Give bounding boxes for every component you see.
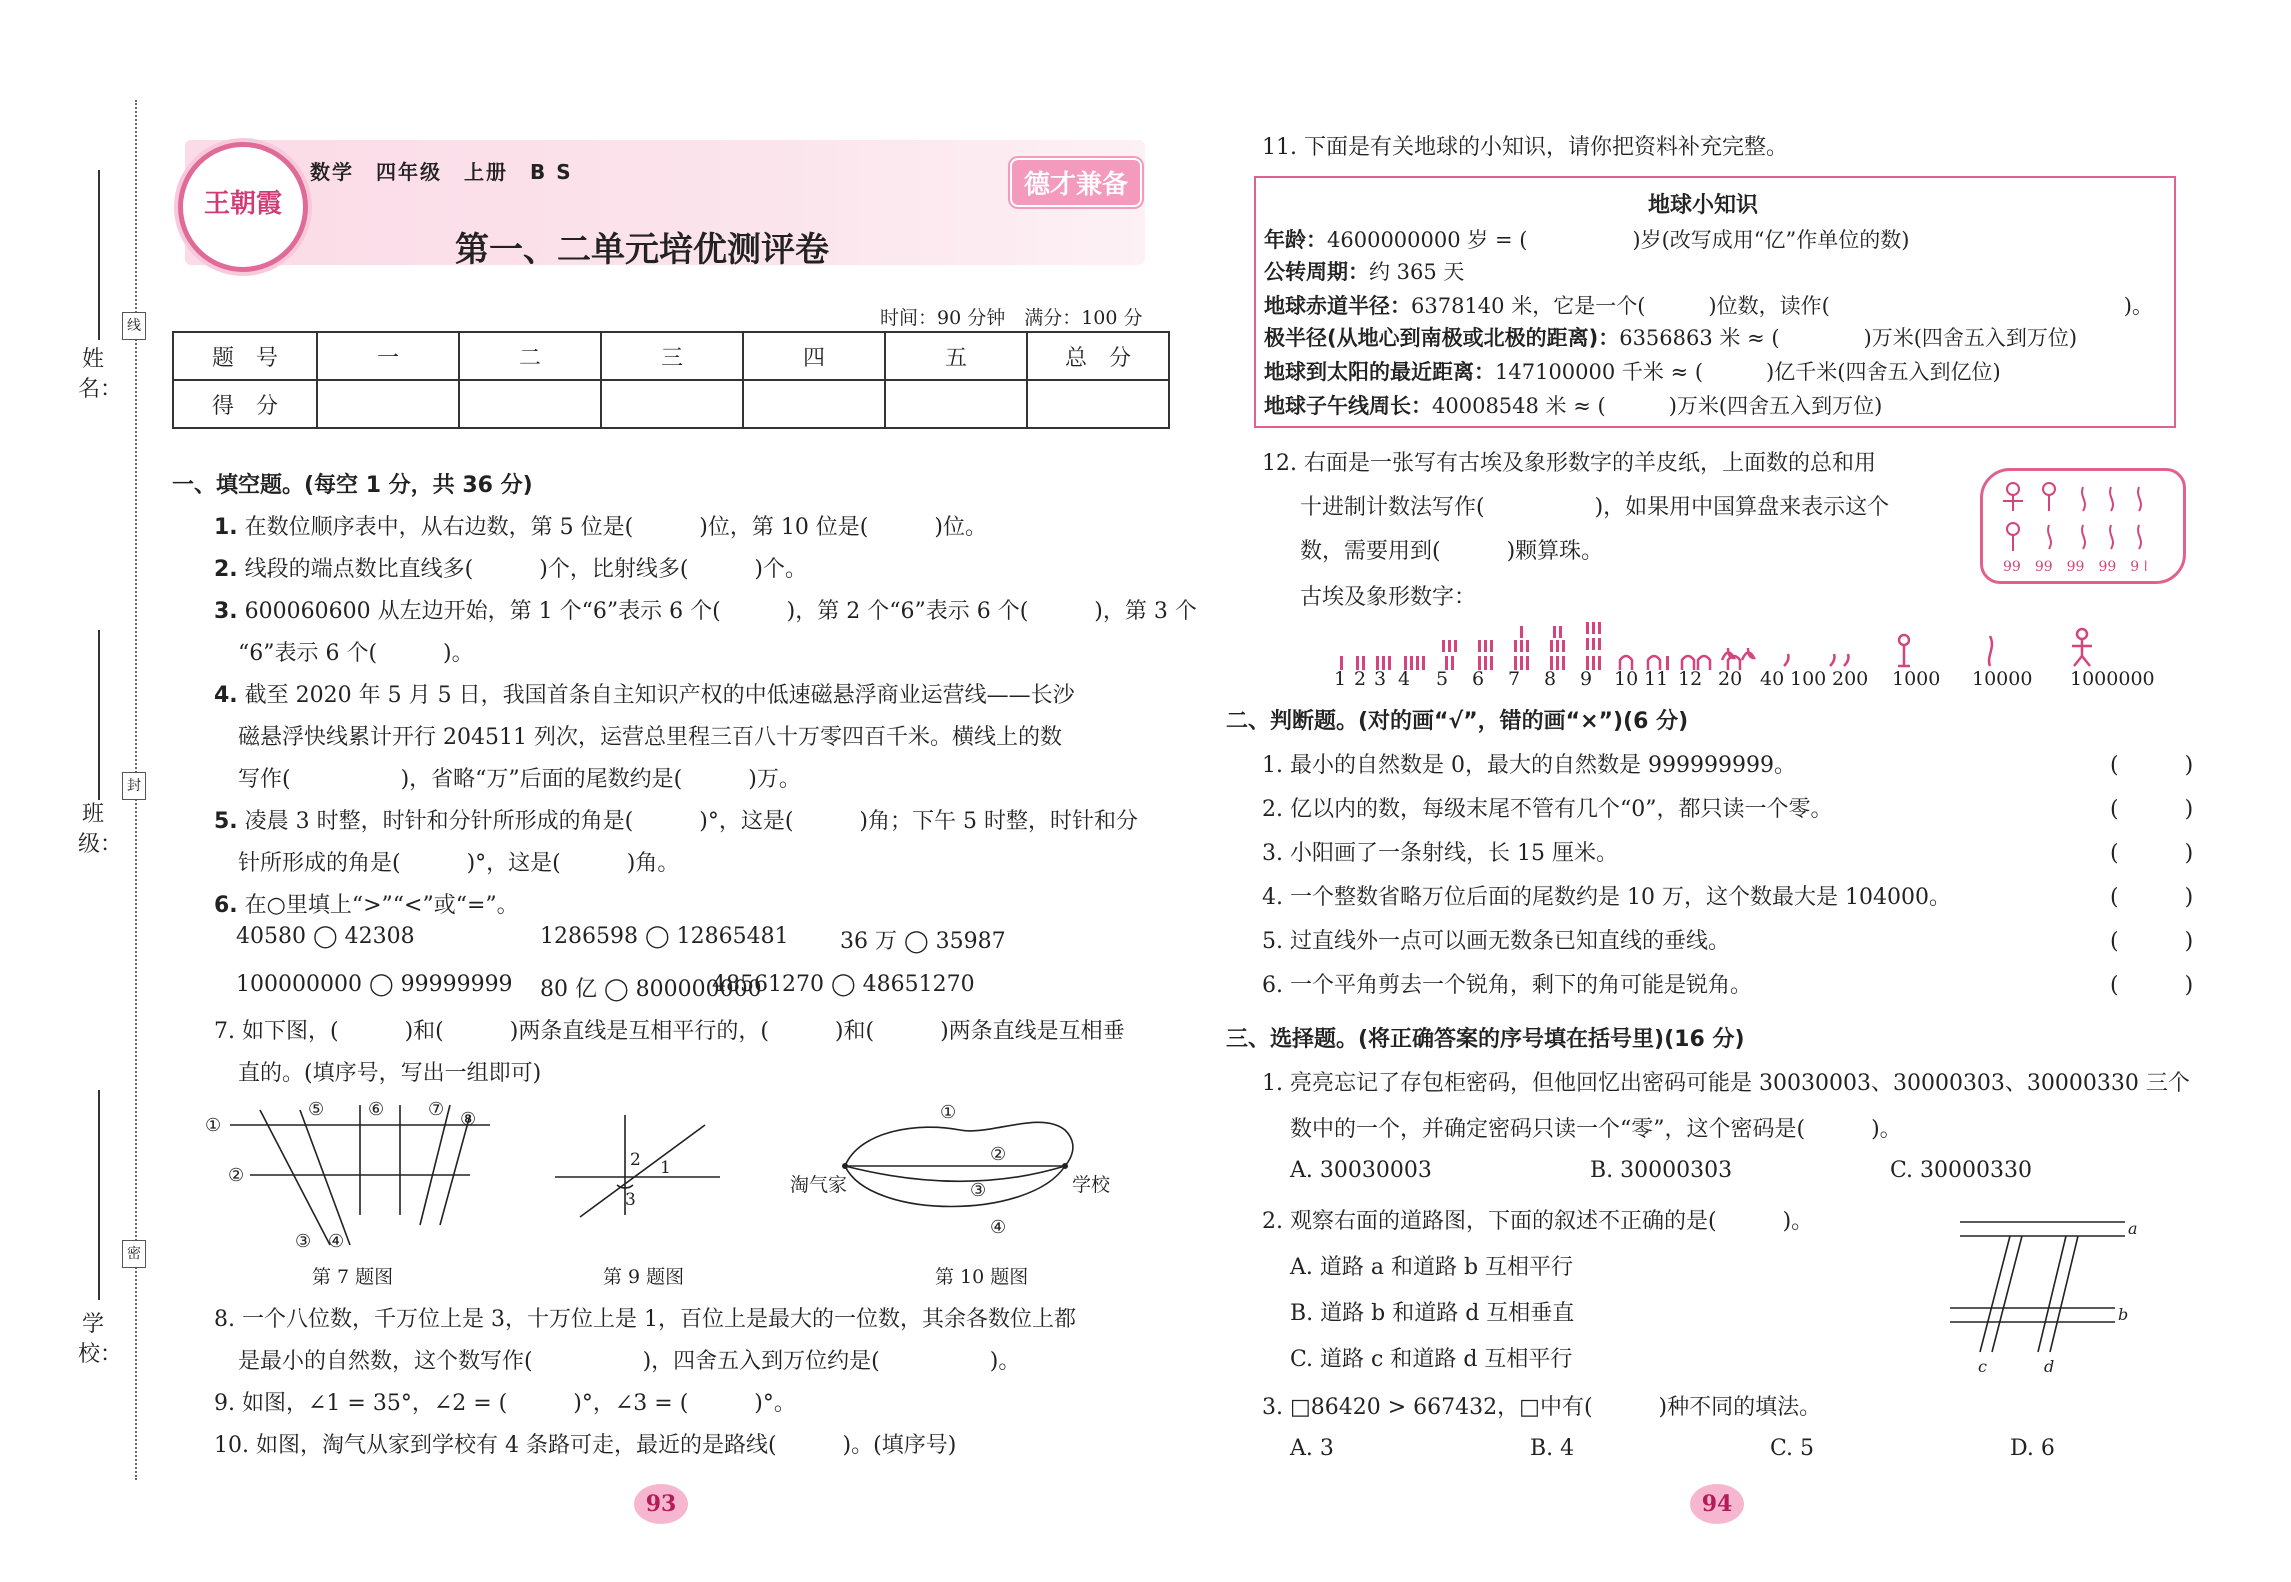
svg-text:⑤: ⑤ xyxy=(308,1099,325,1120)
choice-2: 2. 观察右面的道路图，下面的叙述不正确的是( )。 xyxy=(1262,1209,1814,1234)
fill-question-line xyxy=(214,804,1138,835)
page-number-left: 93 xyxy=(634,1484,688,1524)
score-cell[interactable] xyxy=(885,380,1027,428)
score-cell[interactable] xyxy=(317,380,459,428)
question-12-cont2: 数，需要用到( )颗算珠。 xyxy=(1300,539,1604,564)
seal-secret: 密 xyxy=(122,1240,146,1268)
road-diagram xyxy=(1940,1212,2140,1382)
egyptian-value: 20 xyxy=(1718,668,1743,690)
svg-text:99 99 99 99 9 ǀ: 99 99 99 99 9 ǀ xyxy=(2003,559,2148,575)
fill-question-line xyxy=(238,846,679,877)
earth-fact-key: 年龄： xyxy=(1264,228,1327,252)
question-7: 7. 如下图，( )和( )两条直线是互相平行的，( )和( )两条直线是互相垂 xyxy=(214,1019,1125,1044)
badge: 德才兼备 xyxy=(1010,158,1142,207)
earth-fact-value: 40008548 米 ≈ ( )万米(四舍五入到万位) xyxy=(1432,394,1883,418)
earth-fact-key: 地球到太阳的最近距离： xyxy=(1264,360,1495,384)
svg-text:c: c xyxy=(1978,1357,1987,1376)
home-label: 淘气家 xyxy=(790,1174,848,1196)
seal-line: 线 xyxy=(122,312,146,340)
choice-1-cont: 数中的一个，并确定密码只读一个“零”，这个密码是( )。 xyxy=(1290,1117,1902,1142)
judge-question: 2. 亿以内的数，每级末尾不管有几个“0”，都只读一个零。 xyxy=(1262,797,1833,822)
score-head: 二 xyxy=(459,332,601,380)
school-underline[interactable] xyxy=(98,1090,100,1300)
name-underline[interactable] xyxy=(98,170,100,340)
svg-text:3: 3 xyxy=(625,1190,636,1210)
question-11: 11. 下面是有关地球的小知识，请你把资料补充完整。 xyxy=(1262,135,1788,160)
egyptian-value: 10 xyxy=(1614,668,1639,690)
earth-fact-value: 6378140 米，它是一个( )位数，读作( )。 xyxy=(1411,294,2153,318)
score-head: 题 号 xyxy=(173,332,317,380)
question-8: 8. 一个八位数，千万位上是 3，十万位上是 1，百位上是最大的一位数，其余各数位上都 xyxy=(214,1307,1076,1332)
fill-question-line xyxy=(238,636,474,667)
earth-fact-key: 极半径(从地心到南极或北极的距离)： xyxy=(1264,326,1620,350)
question-10: 10. 如图，淘气从家到学校有 4 条路可走，最近的是路线( )。(填序号) xyxy=(214,1433,957,1458)
question-number: 6. xyxy=(214,893,238,918)
choice-2-option-a[interactable]: A. 道路 a 和道路 b 互相平行 xyxy=(1290,1255,1574,1280)
egyptian-values xyxy=(1330,668,2155,692)
section-choice: 三、选择题。(将正确答案的序号填在括号里)(16 分) xyxy=(1226,1027,1745,1052)
choice-2-option-c[interactable]: C. 道路 c 和道路 d 互相平行 xyxy=(1290,1347,1573,1372)
egyptian-value: 1 xyxy=(1334,668,1347,690)
answer-parentheses[interactable]: ( ) xyxy=(2110,841,2194,866)
time-score: 时间：90 分钟 满分：100 分 xyxy=(880,307,1143,329)
fill-question-line xyxy=(214,552,807,583)
question-12: 12. 右面是一张写有古埃及象形数字的羊皮纸，上面数的总和用 xyxy=(1262,451,1876,476)
question-text: 磁悬浮快线累计开行 204511 列次，运营总里程三百八十万零四百千米。横线上的数 xyxy=(238,725,1062,750)
earth-fact-line xyxy=(1264,390,1882,420)
svg-text:③: ③ xyxy=(295,1231,312,1252)
egyptian-value: 9 xyxy=(1580,668,1593,690)
svg-text:1: 1 xyxy=(660,1158,671,1178)
answer-parentheses[interactable]: ( ) xyxy=(2110,929,2194,954)
earth-fact-value: 4600000000 岁 = ( )岁(改写成用“亿”作单位的数) xyxy=(1327,228,1910,252)
class-label: 班 级： xyxy=(78,802,123,857)
svg-text:d: d xyxy=(2044,1357,2055,1376)
question-7-cont: 直的。(填序号，写出一组即可) xyxy=(238,1061,542,1086)
egyptian-value: 40 xyxy=(1760,668,1785,690)
egyptian-value: 12 xyxy=(1678,668,1703,690)
figure-9 xyxy=(555,1105,725,1225)
egyptian-value: 200 xyxy=(1832,668,1869,690)
egyptian-value: 2 xyxy=(1354,668,1367,690)
svg-text:②: ② xyxy=(228,1165,245,1186)
compare-item[interactable]: 1286598 ◯ 12865481 xyxy=(540,924,789,949)
question-12-cont: 十进制计数法写作( )，如果用中国算盘来表示这个 xyxy=(1300,495,1890,520)
egyptian-value: 6 xyxy=(1472,668,1485,690)
question-9: 9. 如图，∠1 = 35°，∠2 = ( )°，∠3 = ( )°。 xyxy=(214,1391,796,1416)
question-12-label: 古埃及象形数字： xyxy=(1300,585,1477,610)
question-text: 在○里填上“>”“<”或“=”。 xyxy=(244,893,519,918)
svg-text:①: ① xyxy=(940,1102,957,1123)
question-number: 2. xyxy=(214,557,238,582)
question-text: 截至 2020 年 5 月 5 日，我国首条自主知识产权的中低速磁悬浮商业运营线——长沙 xyxy=(244,683,1075,708)
score-head: 五 xyxy=(885,332,1027,380)
egyptian-value: 4 xyxy=(1398,668,1411,690)
answer-parentheses[interactable]: ( ) xyxy=(2110,885,2194,910)
choice-3-option-c[interactable]: C. 5 xyxy=(1770,1436,1815,1461)
svg-text:②: ② xyxy=(990,1144,1007,1165)
figure-7 xyxy=(200,1095,500,1255)
score-row-label: 得 分 xyxy=(173,380,317,428)
fill-question-line xyxy=(214,888,519,919)
egyptian-value: 5 xyxy=(1436,668,1449,690)
question-text: 针所形成的角是( )°，这是( )角。 xyxy=(238,851,680,876)
judge-question: 1. 最小的自然数是 0，最大的自然数是 999999999。 xyxy=(1262,753,1796,778)
name-label: 姓 名： xyxy=(78,347,123,402)
answer-parentheses[interactable]: ( ) xyxy=(2110,797,2194,822)
earth-fact-line xyxy=(1264,290,2153,320)
earth-fact-line xyxy=(1264,356,2001,386)
seal-seal: 封 xyxy=(122,772,146,800)
egyptian-value: 10000 xyxy=(1972,668,2033,690)
earth-facts-title: 地球小知识 xyxy=(1648,193,1759,218)
score-head: 四 xyxy=(743,332,885,380)
papyrus-image xyxy=(1980,468,2186,584)
earth-fact-line xyxy=(1264,224,1909,254)
score-cell[interactable] xyxy=(459,380,601,428)
question-text: “6”表示 6 个( )。 xyxy=(238,641,474,666)
school-label: 学 校： xyxy=(78,1312,123,1367)
score-cell[interactable] xyxy=(601,380,743,428)
choice-2-option-b[interactable]: B. 道路 b 和道路 d 互相垂直 xyxy=(1290,1301,1575,1326)
choice-3-option-a[interactable]: A. 3 xyxy=(1290,1436,1334,1461)
section-judge: 二、判断题。(对的画“√”，错的画“×”)(6 分) xyxy=(1226,709,1689,734)
question-text: 写作( )，省略“万”后面的尾数约是( )万。 xyxy=(238,767,801,792)
question-number: 3. xyxy=(214,599,238,624)
answer-parentheses[interactable]: ( ) xyxy=(2110,973,2194,998)
score-head: 一 xyxy=(317,332,459,380)
earth-fact-key: 公转周期： xyxy=(1264,260,1369,284)
compare-item[interactable]: 48561270 ◯ 48651270 xyxy=(712,972,975,997)
question-number: 4. xyxy=(214,683,238,708)
choice-1-option-b[interactable]: B. 30000303 xyxy=(1590,1158,1733,1183)
compare-item[interactable]: 40580 ◯ 42308 xyxy=(236,924,415,949)
question-text: 线段的端点数比直线多( )个，比射线多( )个。 xyxy=(244,557,808,582)
question-text: 凌晨 3 时整，时针和分针所形成的角是( )°，这是( )角；下午 5 时整，时针和分 xyxy=(244,809,1138,834)
subject-line: 数学 四年级 上册 B S xyxy=(310,160,573,184)
svg-text:⑧: ⑧ xyxy=(460,1109,477,1130)
earth-fact-key: 地球赤道半径： xyxy=(1264,294,1411,318)
earth-fact-key: 地球子午线周长： xyxy=(1264,394,1432,418)
svg-text:b: b xyxy=(2118,1305,2129,1324)
svg-text:④: ④ xyxy=(328,1231,345,1252)
earth-fact-value: 约 365 天 xyxy=(1369,260,1465,284)
school-label-fig: 学校 xyxy=(1072,1174,1111,1196)
choice-1-option-a[interactable]: A. 30030003 xyxy=(1290,1158,1432,1183)
choice-1: 1. 亮亮忘记了存包柜密码，但他回忆出密码可能是 30030003、30000303、30000330 三个 xyxy=(1262,1071,2190,1096)
fill-question-line xyxy=(238,762,801,793)
score-cell[interactable] xyxy=(743,380,885,428)
earth-fact-value: 147100000 千米 ≈ ( )亿千米(四舍五入到亿位) xyxy=(1495,360,2001,384)
question-number: 1. xyxy=(214,515,238,540)
compare-item[interactable]: 80 亿 ◯ 800000000 xyxy=(540,977,762,1002)
judge-question: 4. 一个整数省略万位后面的尾数约是 10 万，这个数最大是 104000。 xyxy=(1262,885,1951,910)
svg-text:①: ① xyxy=(205,1115,222,1136)
svg-text:④: ④ xyxy=(990,1217,1007,1238)
svg-text:③: ③ xyxy=(970,1180,987,1201)
earth-fact-value: 6356863 米 ≈ ( )万米(四舍五入到万位) xyxy=(1619,326,2078,350)
page-number-right: 94 xyxy=(1690,1484,1744,1524)
egyptian-value: 11 xyxy=(1644,668,1669,690)
score-head: 三 xyxy=(601,332,743,380)
fill-question-line xyxy=(214,594,1197,625)
egyptian-value: 3 xyxy=(1374,668,1387,690)
judge-question: 3. 小阳画了一条射线，长 15 厘米。 xyxy=(1262,841,1618,866)
egyptian-value: 7 xyxy=(1508,668,1521,690)
svg-text:2: 2 xyxy=(630,1150,641,1170)
earth-fact-line xyxy=(1264,322,2077,352)
fill-question-line xyxy=(214,510,987,541)
compare-item[interactable]: 100000000 ◯ 99999999 xyxy=(236,972,513,997)
score-table xyxy=(172,331,1170,429)
question-8-cont: 是最小的自然数，这个数写作( )，四舍五入到万位约是( )。 xyxy=(238,1349,1021,1374)
question-text: 在数位顺序表中，从右边数，第 5 位是( )位，第 10 位是( )位。 xyxy=(244,515,987,540)
papyrus-glyphs xyxy=(1983,471,2183,581)
publisher-logo: 王朝霞 xyxy=(178,142,308,272)
answer-parentheses[interactable]: ( ) xyxy=(2110,753,2194,778)
judge-question: 5. 过直线外一点可以画无数条已知直线的垂线。 xyxy=(1262,929,1730,954)
figure-10-caption: 第 10 题图 xyxy=(935,1266,1029,1288)
fill-question-line xyxy=(238,720,1062,751)
class-underline[interactable] xyxy=(98,630,100,800)
choice-3-option-b[interactable]: B. 4 xyxy=(1530,1436,1575,1461)
judge-question: 6. 一个平角剪去一个锐角，剩下的角可能是锐角。 xyxy=(1262,973,1752,998)
figure-7-caption: 第 7 题图 xyxy=(312,1266,394,1288)
egyptian-value: 1000000 xyxy=(2070,668,2155,690)
figure-9-caption: 第 9 题图 xyxy=(603,1266,685,1288)
fill-question-line xyxy=(214,678,1075,709)
choice-3: 3. □86420 > 667432，□中有( )种不同的填法。 xyxy=(1262,1395,1822,1420)
section-fill: 一、填空题。(每空 1 分，共 36 分) xyxy=(172,473,533,498)
egyptian-value: 8 xyxy=(1544,668,1557,690)
egyptian-value: 1000 xyxy=(1892,668,1941,690)
score-head: 总 分 xyxy=(1027,332,1169,380)
score-cell[interactable] xyxy=(1027,380,1169,428)
svg-text:⑥: ⑥ xyxy=(368,1099,385,1120)
page-title: 第一、二单元培优测评卷 xyxy=(455,230,829,270)
svg-text:⑦: ⑦ xyxy=(428,1099,445,1120)
choice-1-option-c[interactable]: C. 30000330 xyxy=(1890,1158,2033,1183)
choice-3-option-d[interactable]: D. 6 xyxy=(2010,1436,2055,1461)
egyptian-value: 100 xyxy=(1790,668,1827,690)
question-number: 5. xyxy=(214,809,238,834)
compare-item[interactable]: 36 万 ◯ 35987 xyxy=(840,929,1006,954)
earth-fact-line xyxy=(1264,256,1464,286)
question-text: 600060600 从左边开始，第 1 个“6”表示 6 个( )，第 2 个“6”表示 6 个( )，第 3 个 xyxy=(244,599,1197,624)
svg-text:a: a xyxy=(2128,1219,2138,1238)
